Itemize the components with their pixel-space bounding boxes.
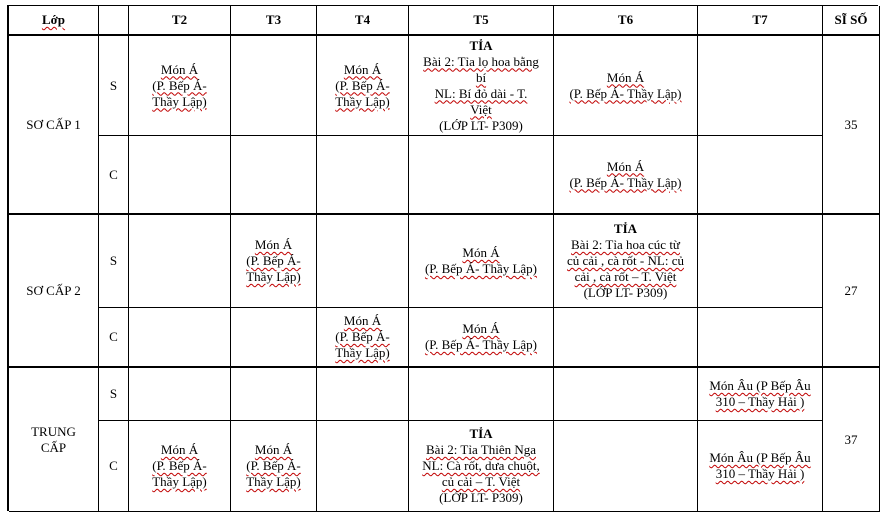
empty-cell — [231, 136, 317, 215]
header-t2: T2 — [129, 6, 231, 36]
lesson-line: Món Âu (P Bếp Âu — [709, 378, 811, 393]
lesson-line: củ cải – T. Việt — [441, 474, 521, 489]
lesson-text — [420, 38, 542, 134]
empty-cell — [129, 368, 231, 421]
lesson-text — [706, 378, 813, 410]
lesson-text — [332, 62, 393, 110]
lesson-text — [706, 450, 813, 482]
session-label: C — [99, 308, 129, 368]
lesson-cell — [317, 36, 409, 136]
empty-cell — [317, 368, 409, 421]
lesson-line: Món Á — [160, 61, 199, 77]
session-label: C — [99, 421, 129, 512]
class-name: SƠ CẤP 2 — [9, 215, 99, 368]
class-name: SƠ CẤP 1 — [9, 36, 99, 215]
lesson-text — [566, 70, 684, 102]
empty-cell — [409, 368, 554, 421]
empty-cell — [554, 308, 698, 368]
lesson-line: (P. Bếp Á- — [152, 458, 207, 473]
class-name-line: TRUNG — [31, 423, 76, 439]
lesson-line: (P. Bếp Á- Thầy Lập) — [424, 261, 538, 276]
lesson-line: cải , cà rốt – T. Việt — [574, 269, 677, 284]
lesson-cell — [129, 36, 231, 136]
lesson-line: củ cải , cà rốt - NL: củ — [567, 253, 684, 268]
lesson-line: Món Á — [462, 321, 500, 336]
lesson-title: TỈA — [613, 221, 638, 236]
empty-cell — [231, 36, 317, 136]
empty-cell — [554, 421, 698, 512]
empty-cell — [698, 136, 823, 215]
lesson-line: NL: Bí đỏ dài - T. — [434, 85, 528, 101]
lesson-line: Món Á — [606, 69, 645, 85]
lesson-cell — [554, 36, 698, 136]
lesson-line: Món Âu (P Bếp Âu — [709, 450, 811, 465]
header-t4: T4 — [317, 6, 409, 36]
header-t7: T7 — [698, 6, 823, 36]
empty-cell — [129, 308, 231, 368]
lesson-cell — [698, 368, 823, 421]
lesson-cell-tia — [409, 421, 554, 512]
empty-cell — [129, 215, 231, 308]
lesson-text — [566, 159, 684, 191]
lesson-line: 310 – Thầy Hải ) — [715, 466, 805, 481]
class-name — [9, 368, 99, 512]
session-label: S — [99, 368, 129, 421]
lesson-cell — [129, 421, 231, 512]
lesson-line: (P. Bếp Á- Thầy Lập) — [569, 85, 682, 101]
lesson-line: (LỚP LT- P309) — [583, 285, 668, 300]
lesson-line: Món Á — [343, 61, 382, 77]
empty-cell — [698, 215, 823, 308]
lesson-line: Thầy Lập) — [335, 93, 390, 109]
si-so-value: 37 — [823, 368, 880, 512]
lesson-cell-tia — [409, 36, 554, 136]
session-label: S — [99, 215, 129, 308]
lesson-text — [243, 442, 304, 490]
lesson-cell — [409, 308, 554, 368]
lesson-text — [243, 237, 304, 285]
lesson-line: Món Á — [462, 245, 500, 260]
session-label: S — [99, 36, 129, 136]
lesson-text — [422, 321, 540, 353]
si-so-value: 35 — [823, 36, 880, 215]
header-lop-text: Lớp — [41, 12, 66, 27]
lesson-cell — [554, 136, 698, 215]
lesson-cell — [317, 308, 409, 368]
lesson-cell — [231, 215, 317, 308]
lesson-line: (P. Bếp Á- — [335, 329, 390, 344]
lesson-line: NL: Cà rốt, dưa chuột, — [422, 458, 540, 473]
lesson-text — [419, 426, 543, 506]
lesson-line: (P. Bếp Á- — [335, 77, 390, 93]
lesson-line: (P. Bếp Á- — [246, 458, 301, 473]
class-name-text — [31, 424, 76, 456]
lesson-text — [149, 62, 210, 110]
lesson-line: Thầy Lập) — [152, 474, 207, 489]
class-name-line: CẤP — [40, 439, 67, 455]
lesson-line: (P. Bếp Á- — [246, 253, 301, 268]
lesson-line: Bài 2: Tỉa lọ hoa bằng — [423, 53, 539, 69]
lesson-cell — [231, 421, 317, 512]
lesson-cell — [698, 421, 823, 512]
lesson-line: Thầy Lập) — [152, 93, 207, 109]
empty-cell — [231, 308, 317, 368]
lesson-cell-tia — [554, 215, 698, 308]
header-session — [99, 6, 129, 36]
lesson-text — [564, 221, 687, 301]
lesson-line: (P. Bếp Á- Thầy Lập) — [424, 337, 538, 352]
lesson-line: Món Á — [343, 313, 382, 328]
header-t3: T3 — [231, 6, 317, 36]
empty-cell — [317, 136, 409, 215]
lesson-line: Món Á — [254, 237, 293, 252]
lesson-line: (P. Bếp Á- Thầy Lập) — [569, 174, 682, 190]
empty-cell — [409, 136, 554, 215]
si-so-value: 27 — [823, 215, 880, 368]
lesson-line: Món Á — [606, 158, 645, 174]
lesson-line: Thầy Lập) — [246, 474, 301, 489]
empty-cell — [554, 368, 698, 421]
lesson-line: Món Á — [160, 442, 199, 457]
lesson-line: Món Á — [254, 442, 293, 457]
header-lop — [9, 6, 99, 36]
empty-cell — [129, 136, 231, 215]
empty-cell — [317, 215, 409, 308]
empty-cell — [231, 368, 317, 421]
lesson-line: Bài 2: Tỉa Thiên Nga — [426, 442, 536, 457]
empty-cell — [317, 421, 409, 512]
empty-cell — [698, 308, 823, 368]
lesson-line: (LỚP LT- P309) — [439, 490, 523, 505]
lesson-text — [149, 442, 210, 490]
empty-cell — [698, 36, 823, 136]
lesson-line: 310 – Thầy Hải ) — [715, 394, 805, 409]
header-si-so: SĨ SỐ — [823, 6, 880, 36]
lesson-line: Thầy Lập) — [335, 345, 390, 360]
lesson-title: TỈA — [469, 426, 493, 441]
lesson-line: (P. Bếp Á- — [152, 77, 207, 93]
schedule-table — [7, 5, 878, 511]
session-label: C — [99, 136, 129, 215]
lesson-text — [422, 245, 540, 277]
header-t6: T6 — [554, 6, 698, 36]
lesson-line: Thầy Lập) — [246, 269, 301, 284]
lesson-text — [332, 313, 393, 361]
lesson-line: Việt — [470, 101, 492, 117]
lesson-line: Bài 2: Tỉa hoa cúc từ — [571, 237, 680, 252]
header-t5: T5 — [409, 6, 554, 36]
lesson-cell — [409, 215, 554, 308]
lesson-title: TỈA — [469, 37, 493, 53]
lesson-line: bí — [475, 69, 487, 85]
lesson-line: (LỚP LT- P309) — [439, 117, 523, 133]
